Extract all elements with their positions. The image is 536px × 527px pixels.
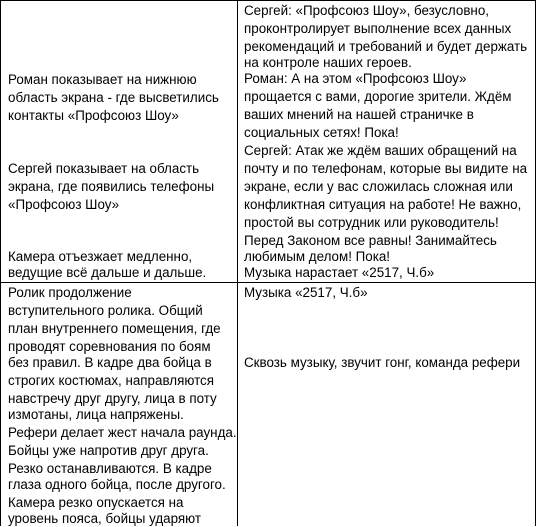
text-line: уровень пояса, бойцы ударяют xyxy=(8,511,202,526)
row1-action-cell xyxy=(1,1,237,282)
text-line: почту и по телефонам, которые вы видите на xyxy=(244,161,528,176)
text-line: на контроле наших героев. xyxy=(244,55,412,70)
text-line: рекомендаций и требований и будет держать xyxy=(244,39,528,54)
text-line: экрана, где появились телефоны xyxy=(8,179,215,194)
row2-dialogue-cell xyxy=(238,283,535,526)
text-line: конфликтная ситуация на работе! Не важно, xyxy=(244,197,522,212)
text-line: Роман показывает на нижнюю xyxy=(8,72,197,87)
text-line: Роман: А на этом «Профсоюз Шоу» xyxy=(244,71,467,86)
text-line: Камера резко опускается на xyxy=(8,495,184,510)
text-line: вступительного ролика. Общий xyxy=(8,303,203,318)
text-line: Камера отъезжает медленно, xyxy=(8,249,193,264)
text-line: Сергей: «Профсоюз Шоу», безусловно, xyxy=(244,3,489,18)
text-line: план внутреннего помещения, где xyxy=(8,321,221,336)
text-line: проконтролирует выполнение всех данных xyxy=(244,21,512,36)
text-line: «Профсоюз Шоу» xyxy=(8,197,120,212)
text-line: Ролик продолжение xyxy=(8,285,132,300)
text-line: Сергей: Атак же ждём ваших обращений на xyxy=(244,143,517,158)
text-line: строгих костюмах, направляются xyxy=(8,373,215,388)
text-line: Перед Законом все равны! Занимайтесь xyxy=(244,233,497,248)
text-line: Бойцы уже напротив друг друга. xyxy=(8,443,209,458)
text-line: Музыка нарастает «2517, Ч.б» xyxy=(244,265,435,280)
text-line: Сквозь музыку, звучит гонг, команда рефери xyxy=(244,355,521,370)
text-line: экране, если у вас сложилась сложная или xyxy=(244,179,513,194)
text-line: Сергей показывает на область xyxy=(8,161,200,176)
row2-action-cell xyxy=(1,283,237,526)
text-line: любимым делом! Пока! xyxy=(244,249,391,264)
row1-dialogue-cell xyxy=(238,1,535,282)
text-line: прощается с вами, дорогие зрители. Ждём xyxy=(244,89,512,104)
text-line: Резко останавливаются. В кадре xyxy=(8,461,212,476)
text-line: проводят соревнования по боям xyxy=(8,339,211,354)
text-line: Музыка «2517, Ч.б» xyxy=(244,285,368,300)
text-line: социальных сетях! Пока! xyxy=(244,125,399,140)
text-line: область экрана - где высветились xyxy=(8,90,219,105)
text-line: глаза одного бойца, после другого. xyxy=(8,477,226,492)
text-line: измотаны, лица напряжены. xyxy=(8,407,184,422)
text-line: Рефери делает жест начала раунда. xyxy=(8,425,237,440)
text-line: простой вы сотрудник или руководитель! xyxy=(244,215,499,230)
text-line: навстречу друг другу, лица в поту xyxy=(8,391,217,406)
text-line: контакты «Профсоюз Шоу» xyxy=(8,108,179,123)
text-line: ведущие всё дальше и дальше. xyxy=(8,265,207,280)
text-line: без правил. В кадре два бойца в xyxy=(8,355,212,370)
text-line: ваших мнений на нашей страничке в xyxy=(244,107,474,122)
